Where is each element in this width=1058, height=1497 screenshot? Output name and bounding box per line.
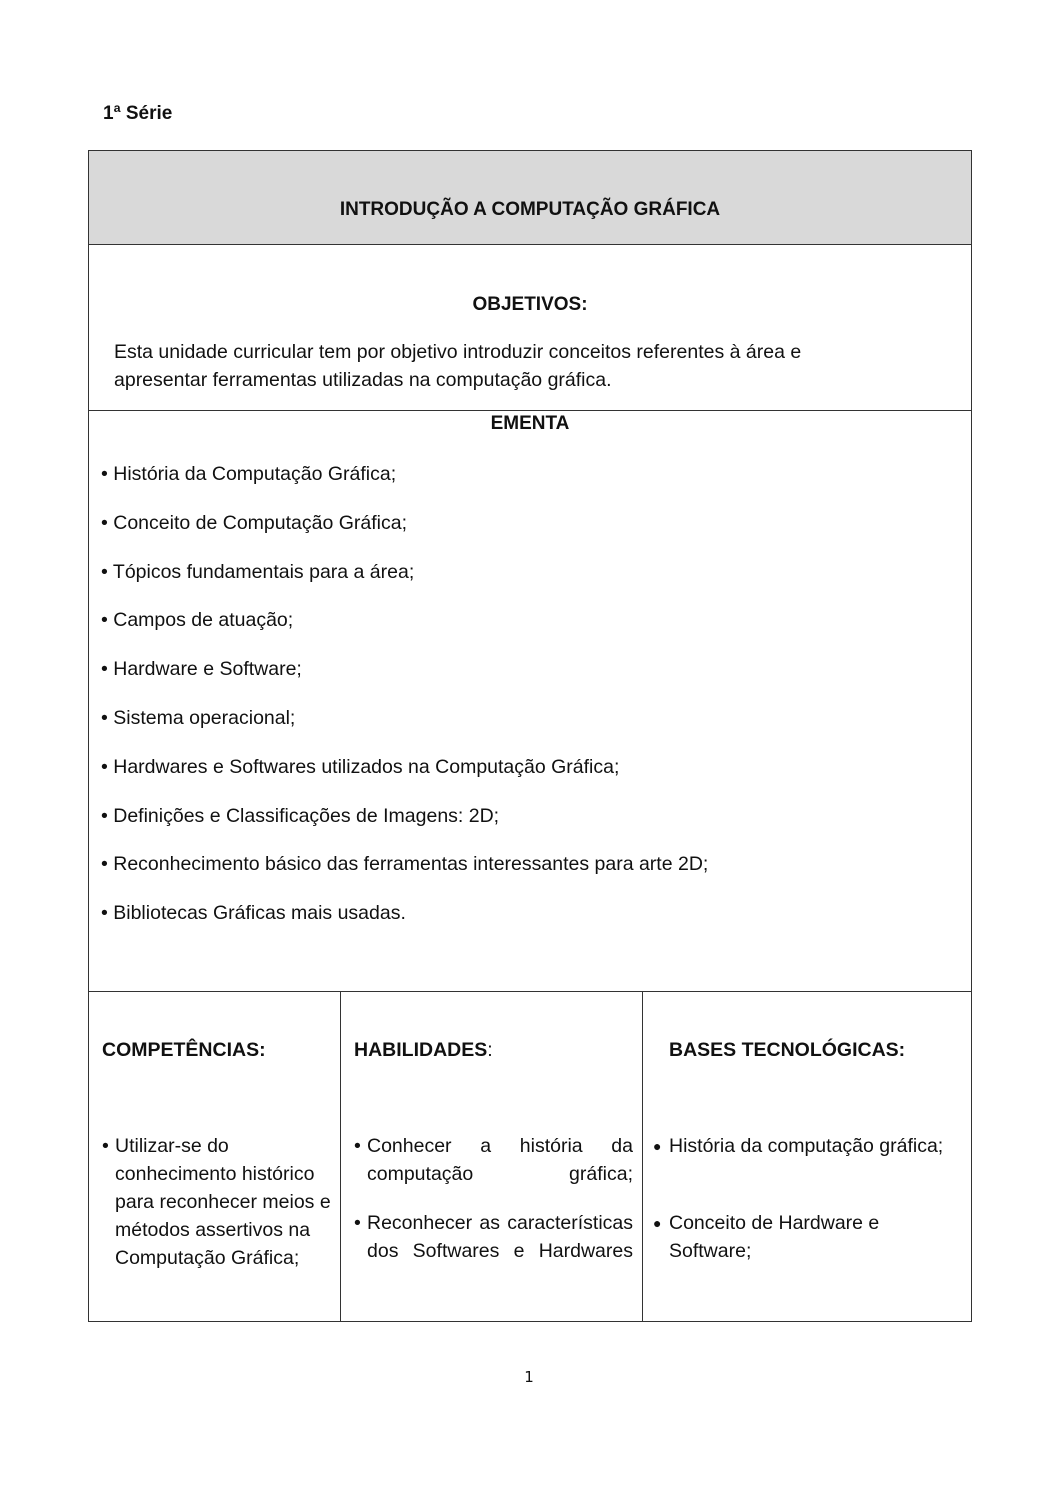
page-number: 1: [524, 1368, 534, 1386]
list-item-text: Hardware e Software;: [113, 658, 302, 681]
ementa-row: [88, 410, 972, 992]
list-item-text: Definições e Classificações de Imagens: 2D;: [113, 804, 500, 827]
list-item-text: Conceito de Hardware e Software;: [669, 1212, 880, 1262]
bullet-icon: •: [101, 755, 108, 778]
list-item-text: Reconhecimento básico das ferramentas interessantes para arte 2D;: [113, 853, 709, 876]
list-item-text: Conceito de Computação Gráfica;: [113, 511, 407, 534]
list-item: [102, 1132, 335, 1272]
list-item: [101, 655, 708, 704]
list-item: [101, 558, 708, 607]
list-item: [101, 899, 708, 948]
list-item-text: História da Computação Gráfica;: [113, 463, 397, 485]
bullet-icon: •: [101, 658, 108, 681]
list-item: [101, 606, 708, 655]
bullet-icon: •: [101, 804, 108, 827]
list-item: [101, 704, 708, 753]
list-item: [101, 509, 708, 558]
list-item: [101, 753, 708, 802]
list-item-text: Tópicos fundamentais para a área;: [112, 560, 415, 583]
round-bullet-icon: ●: [653, 1215, 662, 1231]
course-title-row: [88, 150, 972, 245]
bullet-icon: •: [101, 463, 108, 485]
competencias-cell: [88, 991, 341, 1322]
objectives-row: [88, 244, 972, 411]
list-item: [653, 1209, 959, 1265]
objectives-text: [114, 338, 911, 394]
habilidades-cell: [340, 991, 643, 1322]
habilidades-heading: [354, 1039, 493, 1062]
list-item: [101, 850, 708, 899]
list-item-text: Conhecer a história da computação gráfica;: [367, 1135, 633, 1185]
objectives-heading: OBJETIVOS:: [472, 294, 588, 315]
bullet-icon: •: [101, 902, 108, 925]
habilidades-heading-colon: :: [487, 1039, 493, 1061]
list-item: [653, 1132, 959, 1160]
bullet-icon: •: [354, 1212, 361, 1234]
list-item: [101, 460, 708, 509]
round-bullet-icon: ●: [653, 1138, 662, 1154]
list-item-text: História da computação gráfica;: [669, 1135, 944, 1157]
list-item-text: Utilizar-se do conhecimento histórico para reconhecer meios e métodos assertivos na Computação Gráfica;: [115, 1135, 331, 1269]
list-item: [101, 802, 708, 851]
list-item: [354, 1209, 633, 1265]
list-item-text: Sistema operacional;: [113, 706, 296, 729]
list-item-text: Reconhecer as características dos Softwares e Hardwares: [367, 1212, 633, 1262]
competencias-heading: COMPETÊNCIAS:: [102, 1039, 266, 1061]
ementa-list: [101, 460, 708, 948]
list-item: [354, 1132, 633, 1188]
bullet-icon: •: [101, 609, 108, 632]
habilidades-heading-text: HABILIDADES: [354, 1039, 488, 1061]
ementa-heading: EMENTA: [490, 413, 570, 434]
bullet-icon: •: [101, 706, 108, 729]
objectives-line: Esta unidade curricular tem por objetivo introduzir conceitos referentes à área e: [114, 341, 802, 363]
list-item-text: Campos de atuação;: [113, 609, 294, 632]
list-item-text: Bibliotecas Gráficas mais usadas.: [113, 902, 406, 925]
bullet-icon: •: [102, 1135, 109, 1157]
bullet-icon: •: [354, 1135, 361, 1157]
bases-cell: [642, 991, 972, 1322]
bullet-icon: •: [101, 560, 108, 583]
bullet-icon: •: [101, 853, 108, 876]
series-label: 1ª Série: [103, 103, 173, 124]
list-item-text: Hardwares e Softwares utilizados na Computação Gráfica;: [113, 755, 620, 778]
course-title: INTRODUÇÃO A COMPUTAÇÃO GRÁFICA: [339, 199, 721, 220]
bases-heading: BASES TECNOLÓGICAS:: [669, 1039, 906, 1061]
bullet-icon: •: [101, 511, 108, 534]
objectives-line: apresentar ferramentas utilizadas na computação gráfica.: [114, 369, 612, 391]
